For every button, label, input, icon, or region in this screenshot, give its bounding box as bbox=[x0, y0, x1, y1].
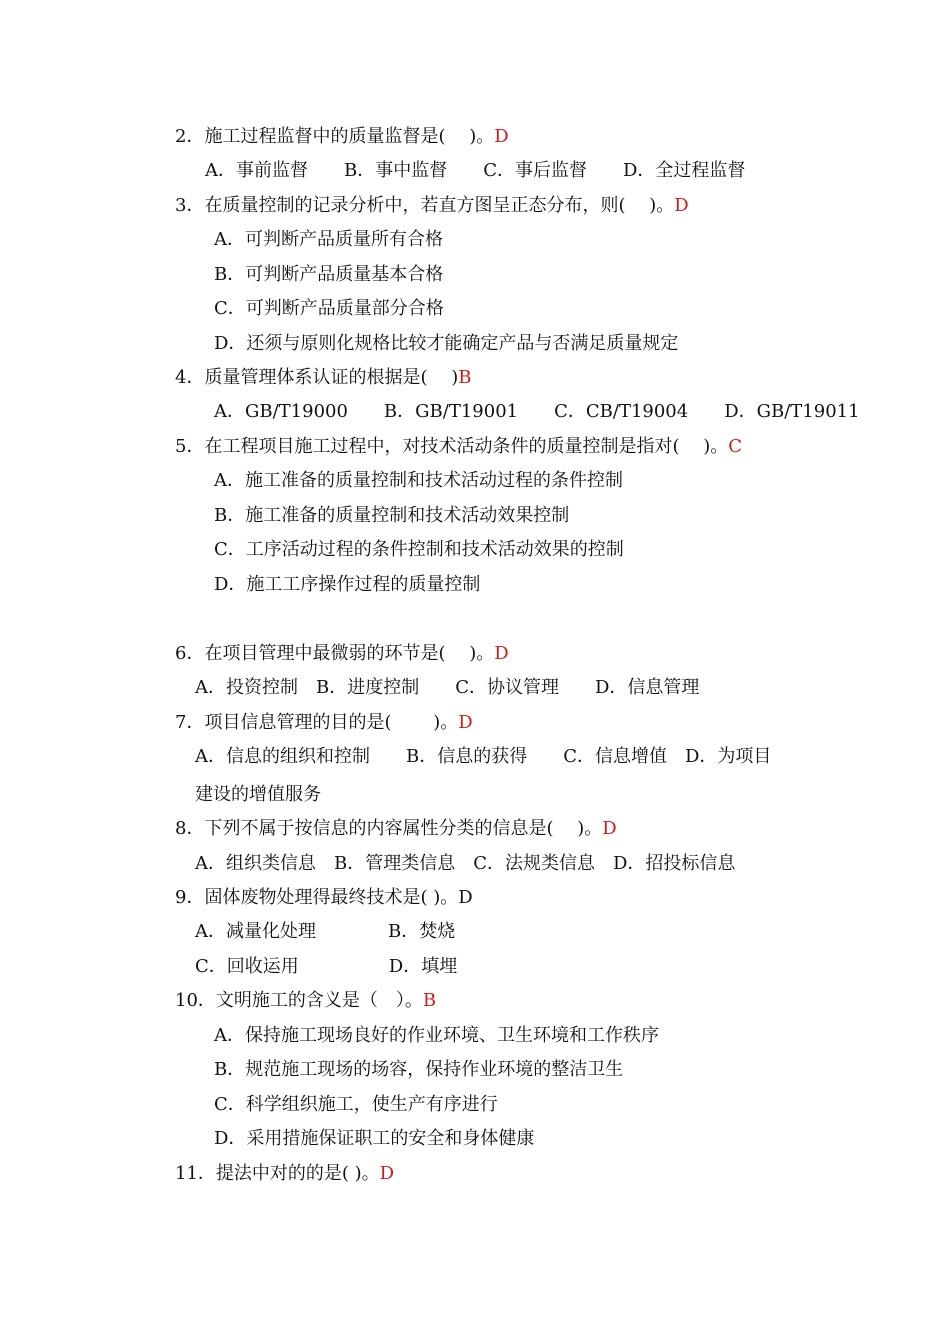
question-11-answer: D bbox=[379, 1163, 395, 1184]
question-5-stem: 5．在工程项目施工过程中，对技术活动条件的质量控制是指对( )。C bbox=[175, 436, 742, 457]
question-9-answer: D bbox=[458, 887, 473, 908]
question-5-option-a: A．施工准备的质量控制和技术活动过程的条件控制 bbox=[214, 470, 623, 491]
question-6-stem: 6．在项目管理中最微弱的环节是( )。D bbox=[175, 643, 509, 664]
question-6-options: A．投资控制 B．进度控制 C．协议管理 D．信息管理 bbox=[195, 677, 700, 698]
question-2-stem: 2．施工过程监督中的质量监督是( )。D bbox=[175, 126, 509, 147]
question-10-option-c: C．科学组织施工，使生产有序进行 bbox=[214, 1094, 498, 1115]
question-4-options: A．GB/T19000 B．GB/T19001 C．CB/T19004 D．GB/T19011 bbox=[214, 401, 860, 422]
question-3-option-b: B．可判断产品质量基本合格 bbox=[214, 264, 444, 285]
question-5-option-b: B．施工准备的质量控制和技术活动效果控制 bbox=[214, 505, 570, 526]
question-7-options-continued: 建设的增值服务 bbox=[195, 784, 321, 805]
question-10-option-b: B．规范施工现场的场容，保持作业环境的整洁卫生 bbox=[214, 1059, 624, 1080]
question-3-option-c: C．可判断产品质量部分合格 bbox=[214, 298, 444, 319]
question-7-options: A．信息的组织和控制 B．信息的获得 C．信息增值 D．为项目 bbox=[195, 746, 772, 767]
question-3-answer: D bbox=[674, 195, 689, 216]
question-2-options: A．事前监督 B．事中监督 C．事后监督 D．全过程监督 bbox=[205, 160, 746, 181]
question-8-stem: 8．下列不属于按信息的内容属性分类的信息是( )。D bbox=[175, 818, 617, 839]
question-6-answer: D bbox=[494, 643, 509, 664]
question-8-answer: D bbox=[602, 818, 617, 839]
question-10-option-a: A．保持施工现场良好的作业环境、卫生环境和工作秩序 bbox=[214, 1025, 659, 1046]
question-5-answer: C bbox=[728, 436, 742, 457]
question-9-stem: 9．固体废物处理得最终技术是( )。D bbox=[175, 887, 473, 908]
question-5-option-c: C．工序活动过程的条件控制和技术活动效果的控制 bbox=[214, 539, 624, 560]
question-10-option-d: D．采用措施保证职工的安全和身体健康 bbox=[214, 1128, 535, 1149]
question-9-options-row-2: C．回收运用 D．填埋 bbox=[195, 956, 458, 977]
question-5-option-d: D．施工工序操作过程的质量控制 bbox=[214, 574, 481, 595]
question-3-stem: 3．在质量控制的记录分析中，若直方图呈正态分布，则( )。D bbox=[175, 195, 689, 216]
question-4-stem: 4．质量管理体系认证的根据是( )B bbox=[175, 367, 472, 388]
question-10-stem: 10．文明施工的含义是（ ）。B bbox=[175, 990, 437, 1011]
question-8-options: A．组织类信息 B．管理类信息 C．法规类信息 D．招投标信息 bbox=[195, 853, 736, 874]
question-7-answer: D bbox=[458, 712, 473, 733]
question-3-option-a: A．可判断产品质量所有合格 bbox=[214, 229, 443, 250]
question-11-stem: 11．提法中对的的是( )。D bbox=[175, 1163, 395, 1184]
question-4-answer: B bbox=[458, 367, 472, 388]
question-2-answer: D bbox=[494, 126, 509, 147]
question-10-answer: B bbox=[422, 990, 437, 1011]
question-7-stem: 7．项目信息管理的目的是( )。D bbox=[175, 712, 473, 733]
question-9-options-row-1: A．减量化处理 B．焚烧 bbox=[195, 921, 456, 942]
question-3-option-d: D．还须与原则化规格比较才能确定产品与否满足质量规定 bbox=[214, 333, 679, 354]
